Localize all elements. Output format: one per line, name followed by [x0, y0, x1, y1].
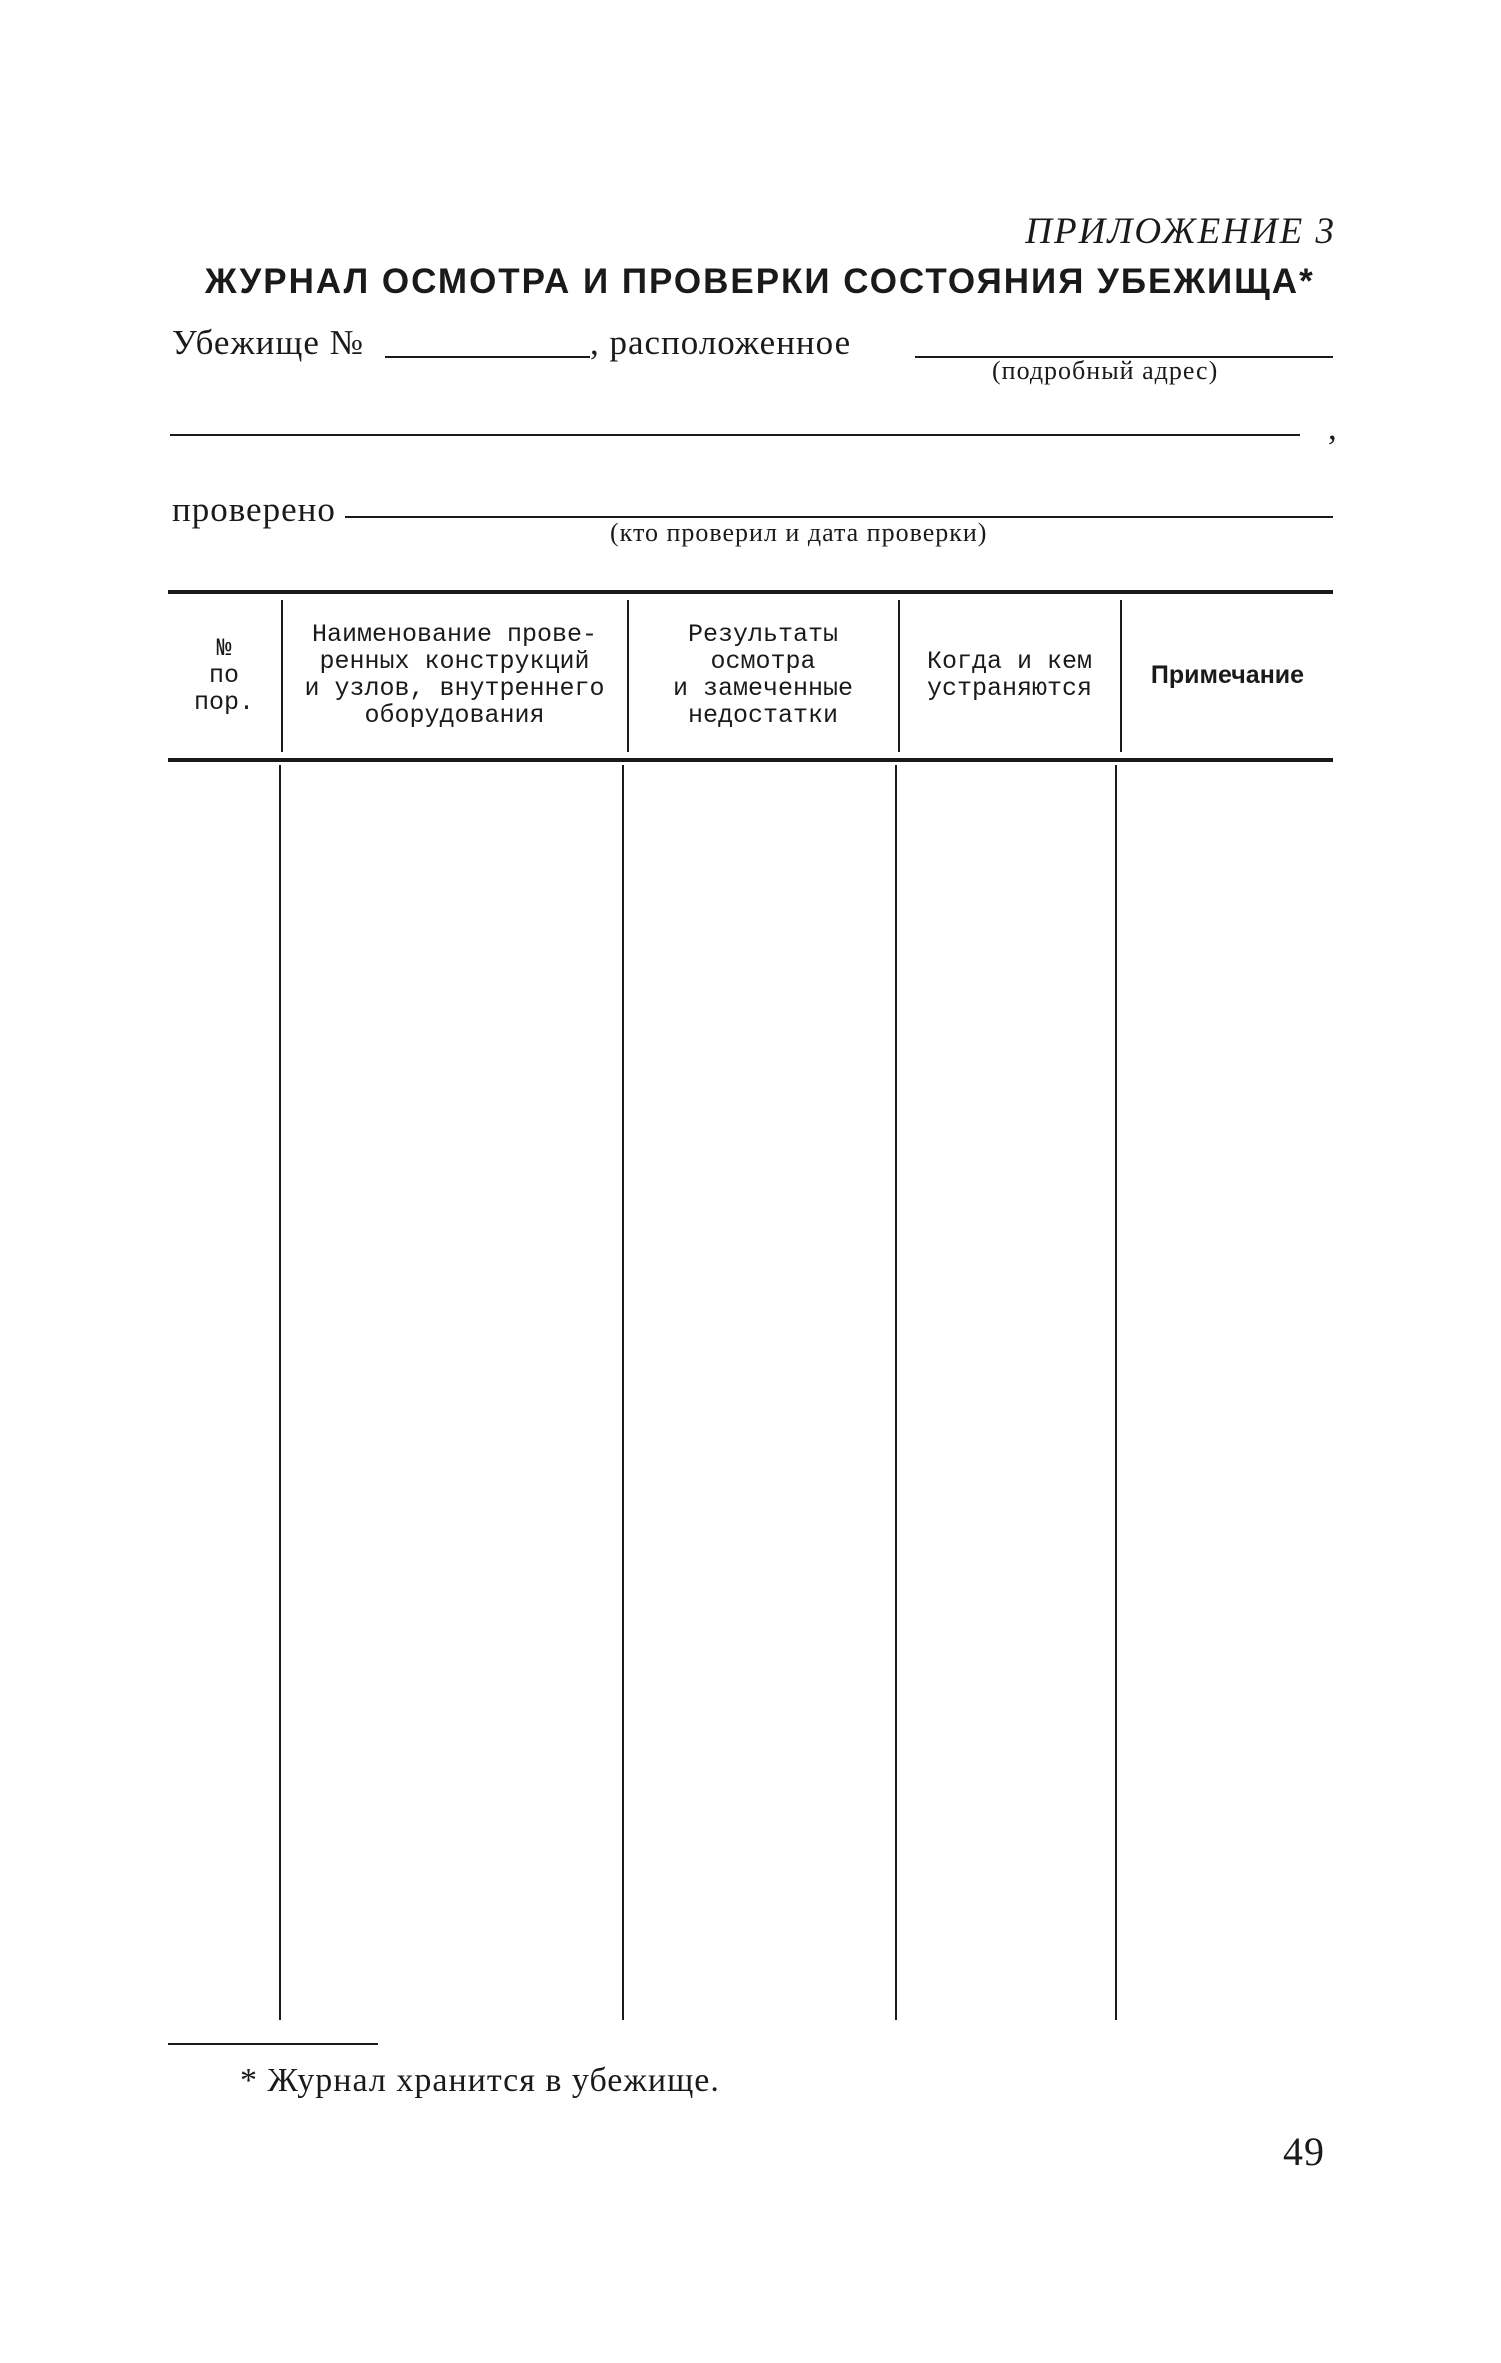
page-number: 49 — [1283, 2129, 1325, 2174]
checked-label: проверено — [172, 490, 336, 529]
column-header-fixed-by: Когда и кем устраняются — [926, 647, 1093, 703]
column-header-item-name: Наименование прове- ренных конструкций и узлов, внутреннего оборудования — [304, 620, 605, 730]
body-column-separator — [895, 765, 897, 2020]
body-column-separator — [1115, 765, 1117, 2020]
footnote: * Журнал хранится в убежище. — [240, 2062, 720, 2099]
appendix-label: ПРИЛОЖЕНИЕ 3 — [1025, 211, 1336, 252]
column-header-notes: Примечание — [1150, 660, 1305, 689]
checked-caption: (кто проверил и дата проверки) — [610, 518, 988, 547]
address-continuation-field[interactable] — [170, 434, 1300, 436]
table-header-bottom-rule — [168, 758, 1333, 762]
address-caption: (подробный адрес) — [992, 356, 1219, 385]
page-title: ЖУРНАЛ ОСМОТРА И ПРОВЕРКИ СОСТОЯНИЯ УБЕЖИЩА* — [205, 262, 1315, 301]
column-header-results: Результаты осмотра и замеченные недостатки — [672, 620, 854, 730]
body-column-separator — [622, 765, 624, 2020]
trailing-comma: , — [1328, 408, 1338, 447]
table-top-rule — [168, 590, 1333, 594]
shelter-number-field[interactable] — [385, 356, 590, 358]
shelter-number-label: Убежище № — [172, 323, 364, 362]
column-header-number: № по пор. — [193, 633, 254, 717]
body-column-separator — [279, 765, 281, 2020]
footnote-rule — [168, 2043, 378, 2045]
located-label: , расположенное — [590, 323, 852, 362]
